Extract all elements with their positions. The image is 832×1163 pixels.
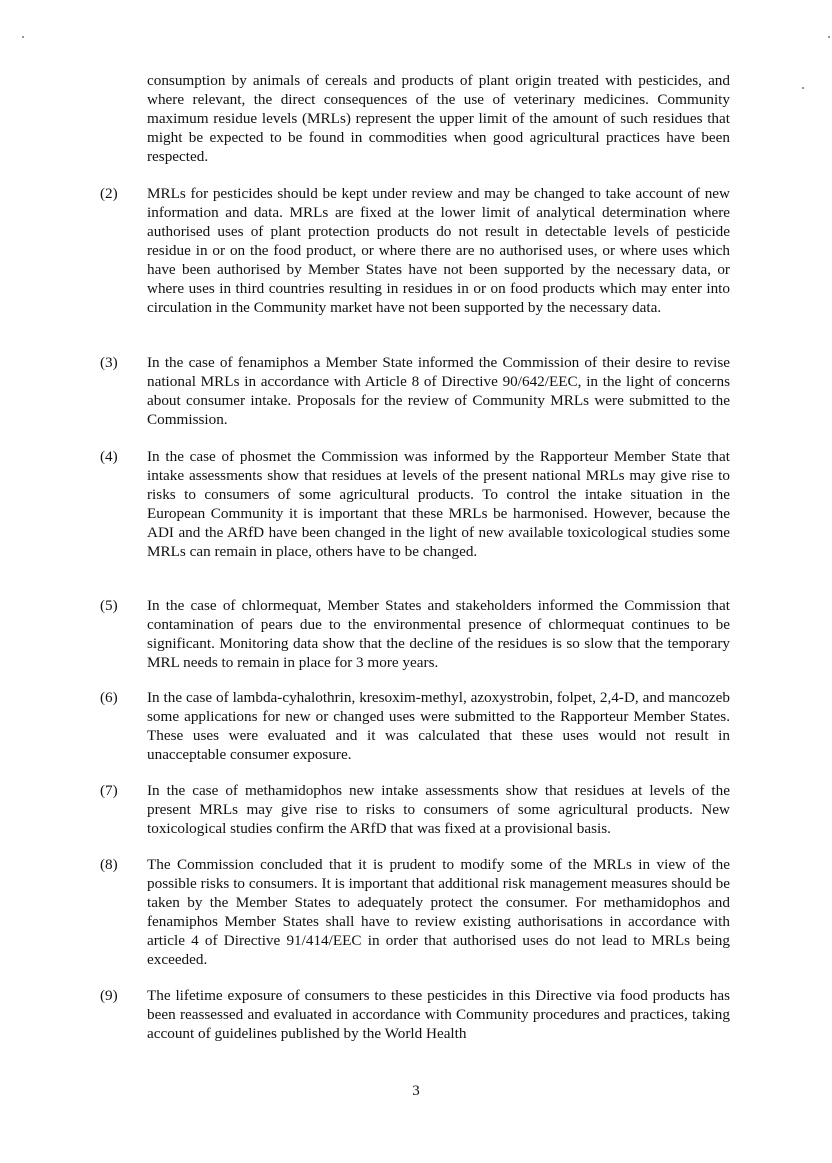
paragraph-number-3: (3) [100,354,118,371]
paragraph-number-5: (5) [100,597,118,614]
paragraph-8: The Commission concluded that it is prudent to modify some of the MRLs in view of the possible risks to consumers. It is important that additional risk management measures should be taken by the Member States to adequately protect the consumer. For methamidophos and fenamiphos Member States shall have to review existing authorisations in accordance with article 4 of Directive 91/414/EEC in order that authorised uses do not lead to MRLs being exceeded. [147,856,730,968]
paragraph-number-9: (9) [100,987,118,1004]
scan-speck [802,87,804,89]
paragraph-2: MRLs for pesticides should be kept under review and may be changed to take account of new information and data. MRLs are fixed at the lower limit of analytical determination where authorised uses of plant protection products do not result in detectable levels of pesticide residue in or on the food product, or where there are no authorised uses, or where uses which have been authorised by Member States have not been supported by the necessary data, or where uses in third countries resulting in residues in or on food products which may enter into circulation in the Community market have not been supported by the necessary data. [147,185,730,316]
scan-speck [828,36,830,38]
paragraph-4: In the case of phosmet the Commission was informed by the Rapporteur Member State that intake assessments show that residues at levels of the present national MRLs may give rise to risks to consumers of some agricultural products. To control the intake situation in the European Community it is important that these MRLs be harmonised. However, because the ADI and the ARfD have been changed in the light of new available toxicological studies some MRLs can remain in place, others have to be changed. [147,448,730,560]
paragraph-6: In the case of lambda-cyhalothrin, kresoxim-methyl, azoxystrobin, folpet, 2,4-D, and mancozeb some applications for new or changed uses were submitted to the Rapporteur Member States. These uses were evaluated and it was calculated that these uses would not result in unacceptable consumer exposure. [147,689,730,763]
page-number: 3 [412,1083,420,1099]
paragraph-5: In the case of chlormequat, Member States and stakeholders informed the Commission that contamination of pears due to the environmental presence of chlormequat continues to be significant. Monitoring data show that the decline of the residues is so slow that the temporary MRL needs to remain in place for 3 more years. [147,597,730,671]
paragraph-3: In the case of fenamiphos a Member State informed the Commission of their desire to revise national MRLs in accordance with Article 8 of Directive 90/642/EEC, in the light of concerns about consumer intake. Proposals for the review of Community MRLs were submitted to the Commission. [147,354,730,428]
scan-speck [22,36,24,38]
paragraph-number-2: (2) [100,185,118,202]
paragraph-continuation: consumption by animals of cereals and products of plant origin treated with pesticides, and where relevant, the direct consequences of the use of veterinary medicines. Community maximum residue levels (MRLs) represent the upper limit of the amount of such residues that might be expected to be found in commodities when good agricultural practices have been respected. [147,72,730,165]
paragraph-number-8: (8) [100,856,118,873]
paragraph-number-7: (7) [100,782,118,799]
paragraph-7: In the case of methamidophos new intake assessments show that residues at levels of the present MRLs may give rise to risks to consumers of some agricultural products. New toxicological studies confirm the ARfD that was fixed at a provisional basis. [147,782,730,837]
paragraph-number-6: (6) [100,689,118,706]
paragraph-9: The lifetime exposure of consumers to these pesticides in this Directive via food products has been reassessed and evaluated in accordance with Community procedures and practices, taking account of guidelines published by the World Health [147,987,730,1042]
paragraph-number-4: (4) [100,448,118,465]
